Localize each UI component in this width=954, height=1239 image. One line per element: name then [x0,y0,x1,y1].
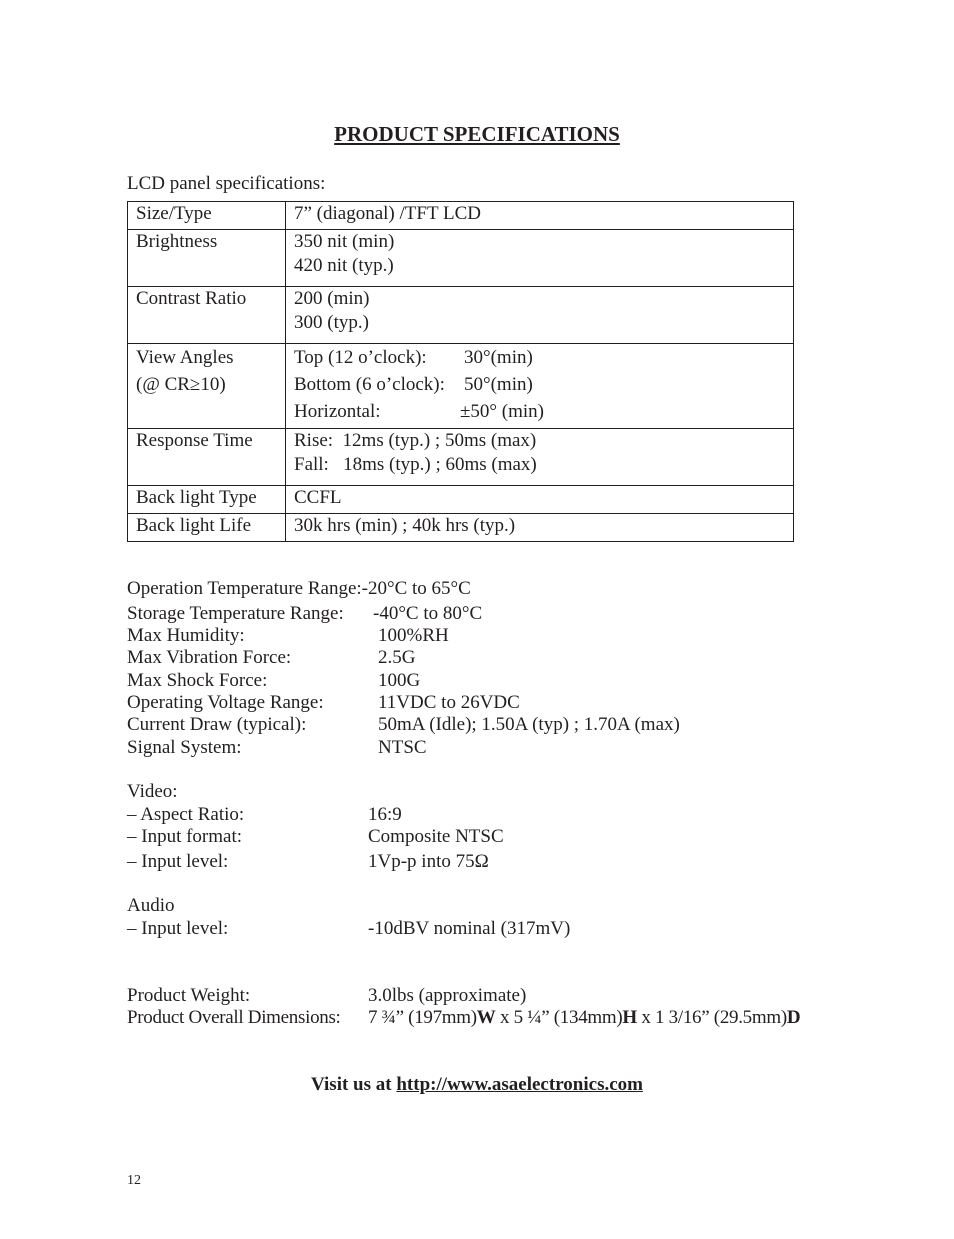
page-number: 12 [127,1173,141,1188]
spec-value [286,230,794,287]
video-level-value: 1Vp-p into 75Ω [368,851,489,872]
video-level-label: – Input level: [127,851,229,872]
spec-value [286,287,794,344]
spec-key: Contrast Ratio [128,287,286,344]
spec-value-line [294,398,785,425]
lcd-caption: LCD panel specifications: [127,173,326,194]
spec-key: Back light Type [128,486,286,514]
spec-value-line [294,371,785,398]
visit-prefix: Visit us at [311,1074,397,1095]
spec-value: 7” (diagonal) /TFT LCD [286,202,794,230]
humidity-value: 100%RH [378,625,449,646]
storage-label: Storage Temperature Range: [127,603,344,624]
view-value: 30°(min) [464,347,533,368]
voltage-label: Operating Voltage Range: [127,692,324,713]
dims-width-tag: W [476,1007,496,1028]
dims-depth: x 1 3/16” (29.5mm) [636,1007,787,1028]
format-label: – Input format: [127,826,243,847]
humidity-label: Max Humidity: [127,625,245,646]
dims-width: 7 ¾” (197mm) [368,1007,477,1028]
current-label: Current Draw (typical): [127,714,307,735]
spec-value-line: 420 nit (typ.) [294,255,394,276]
table-row [128,429,794,486]
audio-level-label: – Input level: [127,918,229,939]
table-row [128,514,794,542]
dims-height: x 5 ¼” (134mm) [495,1007,623,1028]
spec-value-line: Fall: 18ms (typ.) ; 60ms (max) [294,454,537,475]
dims-label: Product Overall Dimensions: [127,1007,341,1028]
spec-value-line: 300 (typ.) [294,312,369,333]
voltage-value: 11VDC to 26VDC [378,692,520,713]
spec-key: Size/Type [128,202,286,230]
aspect-value: 16:9 [368,804,402,825]
view-label: Bottom (6 o’clock): [294,374,445,395]
table-row [128,486,794,514]
visit-line [0,1074,954,1096]
lcd-spec-table [127,201,794,542]
shock-label: Max Shock Force: [127,670,268,691]
aspect-label: – Aspect Ratio: [127,804,245,825]
vibration-label: Max Vibration Force: [127,647,292,668]
table-row [128,287,794,344]
website-link[interactable]: http://www.asaelectronics.com [396,1074,643,1095]
view-label: Top (12 o’clock): [294,347,427,368]
vibration-value: 2.5G [378,647,416,668]
view-value: ±50° (min) [460,401,544,422]
spec-key: Brightness [128,230,286,287]
format-value: Composite NTSC [368,826,504,847]
view-value: 50°(min) [464,374,533,395]
spec-key [128,344,286,429]
table-row [128,344,794,429]
table-row [128,230,794,287]
spec-value [286,429,794,486]
spec-key-line: (@ CR≥10) [136,374,226,395]
table-row [128,202,794,230]
spec-key: Response Time [128,429,286,486]
view-label: Horizontal: [294,401,381,422]
spec-value [286,344,794,429]
signal-value: NTSC [378,737,427,758]
op-temp-line: Operation Temperature Range:-20°C to 65°C [127,578,471,599]
dims-depth-tag: D [786,1007,801,1028]
video-heading: Video: [127,781,178,802]
audio-heading: Audio [127,895,175,916]
weight-label: Product Weight: [127,985,251,1006]
spec-value: CCFL [286,486,794,514]
spec-value: 30k hrs (min) ; 40k hrs (typ.) [286,514,794,542]
shock-value: 100G [378,670,421,691]
dims-value [368,1007,800,1029]
spec-value-line: Rise: 12ms (typ.) ; 50ms (max) [294,430,537,451]
weight-value: 3.0lbs (approximate) [368,985,527,1006]
spec-value-line: 200 (min) [294,288,370,309]
current-value: 50mA (Idle); 1.50A (typ) ; 1.70A (max) [378,714,680,735]
spec-value-line: 350 nit (min) [294,231,395,252]
spec-key: Back light Life [128,514,286,542]
spec-value-line [294,344,785,371]
dims-height-tag: H [622,1007,637,1028]
page-title: PRODUCT SPECIFICATIONS [334,122,620,146]
audio-level-value: -10dBV nominal (317mV) [368,918,571,939]
signal-label: Signal System: [127,737,242,758]
spec-key-line: View Angles [136,347,234,368]
storage-value: -40°C to 80°C [373,603,483,624]
